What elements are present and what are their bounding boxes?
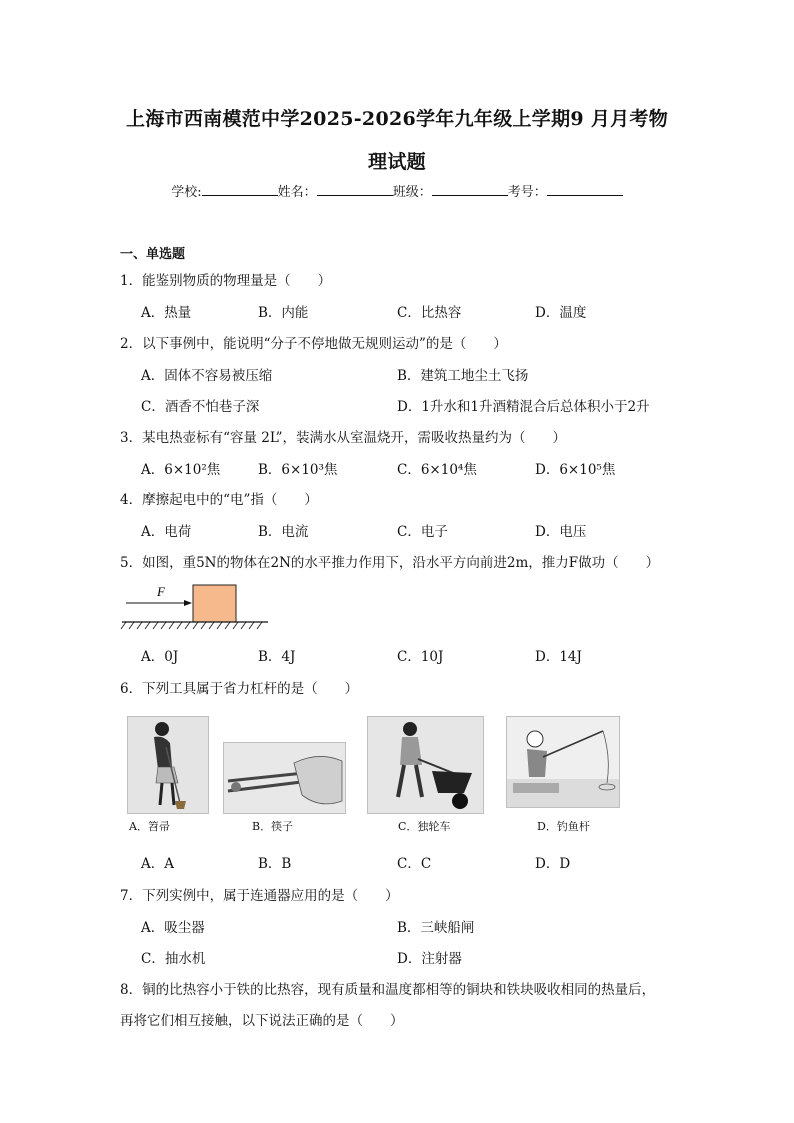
- q5-option-d[interactable]: D．14J: [535, 649, 582, 665]
- q2-option-a[interactable]: A．固体不容易被压缩: [141, 368, 273, 384]
- section-heading: 一、单选题: [120, 247, 186, 262]
- q3-option-a[interactable]: A．6×10²焦: [141, 462, 221, 478]
- force-arrow-head: [184, 600, 192, 606]
- fishing-rod-image: [506, 716, 620, 808]
- block: [193, 585, 236, 622]
- q4-option-a[interactable]: A．电荷: [141, 524, 192, 540]
- question-8-stem-line2: 再将它们相互接触，以下说法正确的是（ ）: [120, 1013, 404, 1029]
- student-info-line: [0, 181, 794, 200]
- q7-option-c[interactable]: C．抽水机: [141, 951, 206, 967]
- force-label: F: [157, 584, 165, 599]
- q6-option-d[interactable]: D．D: [535, 856, 571, 872]
- q2-option-b[interactable]: B．建筑工地尘土飞扬: [397, 368, 529, 384]
- number-label: 考号：: [507, 185, 547, 200]
- q4-option-d[interactable]: D．电压: [535, 524, 587, 540]
- name-field[interactable]: [317, 182, 393, 196]
- page-title: 上海市西南模范中学2025-2026学年九年级上学期9 月月考物: [125, 108, 669, 130]
- q4-option-b[interactable]: B．电流: [258, 524, 309, 540]
- q7-option-b[interactable]: B．三峡船闸: [397, 920, 475, 936]
- force-diagram: [120, 580, 270, 632]
- school-field[interactable]: [202, 182, 278, 196]
- broom-image: [127, 716, 209, 814]
- q4-option-c[interactable]: C．电子: [397, 524, 448, 540]
- question-7-stem: 7．下列实例中，属于连通器应用的是（ ）: [120, 888, 399, 904]
- chopsticks-hand-icon: [224, 743, 346, 814]
- q3-option-b[interactable]: B．6×10³焦: [258, 462, 338, 478]
- q1-option-d[interactable]: D．温度: [535, 305, 587, 321]
- number-field[interactable]: [547, 182, 623, 196]
- question-2-stem: 2．以下事例中，能说明“分子不停地做无规则运动”的是（ ）: [120, 336, 507, 352]
- q6-option-c[interactable]: C．C: [397, 856, 432, 872]
- caption-c: C．独轮车: [398, 820, 451, 833]
- q3-option-c[interactable]: C．6×10⁴焦: [397, 462, 477, 478]
- q3-option-d[interactable]: D．6×10⁵焦: [535, 462, 616, 478]
- wheelbarrow-image: [367, 716, 484, 814]
- q7-option-a[interactable]: A．吸尘器: [141, 920, 205, 936]
- question-3-stem: 3．某电热壶标有“容量 2L”，装满水从室温烧开，需吸收热量约为（ ）: [120, 430, 567, 446]
- class-label: 班级：: [392, 185, 432, 200]
- chopsticks-image: [223, 742, 346, 814]
- q5-option-c[interactable]: C．10J: [397, 649, 444, 665]
- q5-option-a[interactable]: A．0J: [141, 649, 179, 665]
- question-1-stem: 1．能鉴别物质的物理量是（ ）: [120, 273, 332, 289]
- q7-option-d[interactable]: D．注射器: [397, 951, 462, 967]
- class-field[interactable]: [432, 182, 508, 196]
- fishing-person-icon: [507, 717, 620, 808]
- q1-option-b[interactable]: B．内能: [258, 305, 309, 321]
- q5-option-b[interactable]: B．4J: [258, 649, 296, 665]
- ground-hatch: [121, 622, 262, 629]
- q6-option-b[interactable]: B．B: [258, 856, 292, 872]
- q1-option-c[interactable]: C．比热容: [397, 305, 462, 321]
- caption-a: A．笤帚: [129, 820, 170, 833]
- question-4-stem: 4．摩擦起电中的“电”指（ ）: [120, 492, 318, 508]
- name-label: 姓名：: [277, 185, 317, 200]
- page-title-line2: 理试题: [368, 151, 426, 173]
- q6-option-a[interactable]: A．A: [141, 856, 174, 872]
- q2-option-c[interactable]: C．酒香不怕巷子深: [141, 399, 260, 415]
- caption-b: B．筷子: [252, 820, 294, 833]
- q2-option-d[interactable]: D．1升水和1升酒精混合后总体积小于2升: [397, 399, 650, 415]
- wheelbarrow-person-icon: [368, 717, 484, 814]
- question-8-stem-line1: 8．铜的比热容小于铁的比热容，现有质量和温度都相等的铜块和铁块吸收相同的热量后，: [120, 982, 656, 998]
- question-6-stem: 6．下列工具属于省力杠杆的是（ ）: [120, 681, 359, 697]
- broom-person-icon: [128, 717, 209, 814]
- caption-d: D．钓鱼杆: [537, 820, 590, 833]
- q1-option-a[interactable]: A．热量: [141, 305, 192, 321]
- school-label: 学校:: [171, 185, 202, 200]
- question-5-stem: 5．如图，重5N的物体在2N的水平推力作用下，沿水平方向前进2m，推力F做功（ ）: [120, 555, 660, 571]
